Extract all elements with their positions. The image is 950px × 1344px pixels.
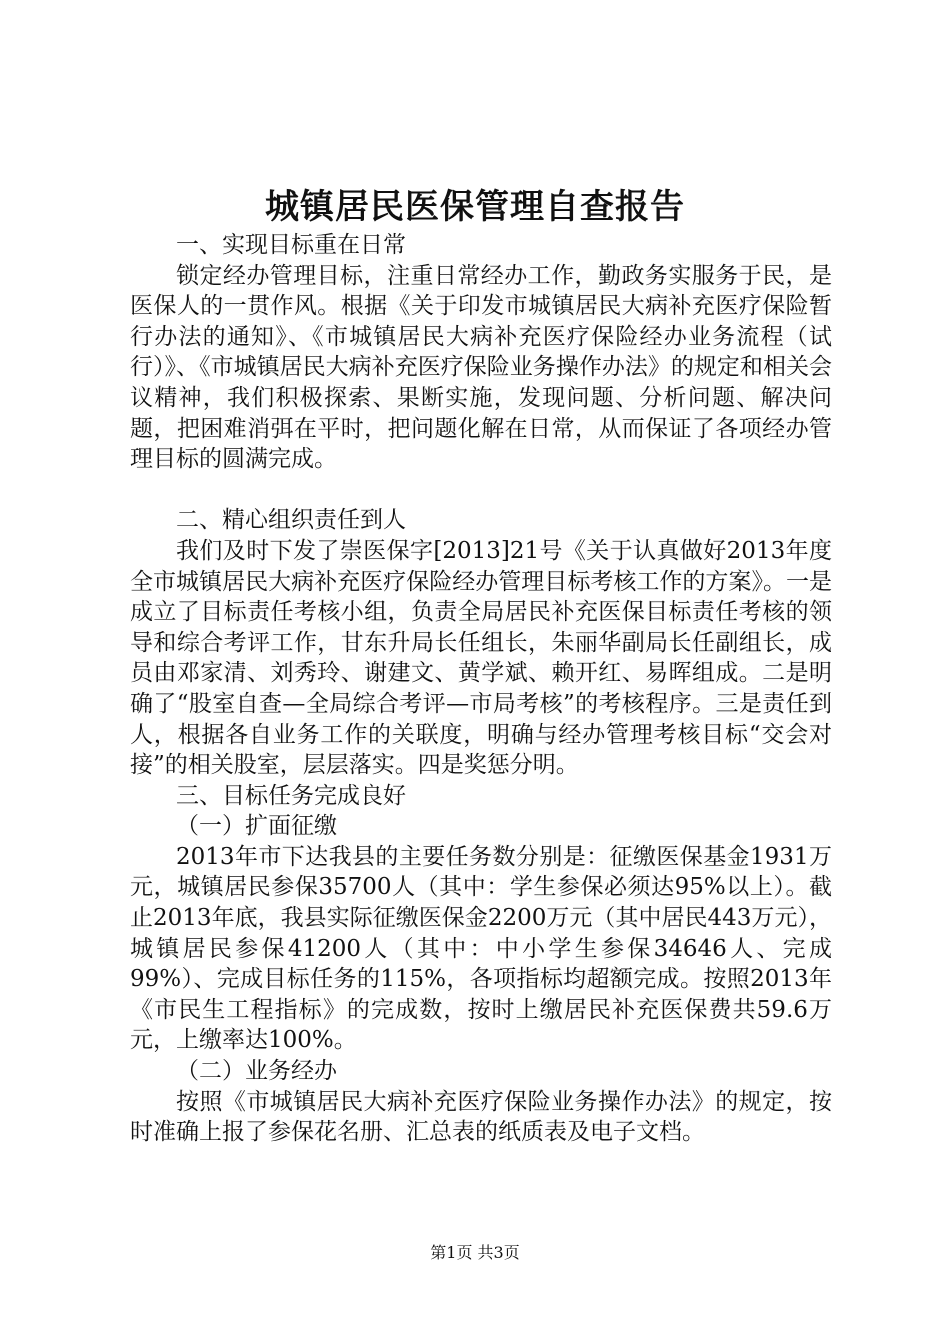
subsection-heading-2: （二）业务经办	[176, 1058, 337, 1085]
body-paragraph: 按照《市城镇居民大病补充医疗保险业务操作办法》的规定，按时准确上报了参保花名册、汇总表的纸质表及电子文档。	[130, 1088, 832, 1146]
body-paragraph: 锁定经办管理目标，注重日常经办工作，勤政务实服务于民，是医保人的一贯作风。根据《关于印发市城镇居民大病补充医疗保险暂行办法的通知》、《市城镇居民大病补充医疗保险经办业务流程（试行）》、《市城镇居民大病补充医疗保险业务操作办法》的规定和相关会议精神，我们积极探索、果断实施，发现问题、分析问题、解决问题，把困难消弭在平时，把问题化解在日常，从而保证了各项经办管理目标的圆满完成。	[130, 262, 832, 473]
section-heading-3: 三、目标任务完成良好	[176, 782, 406, 809]
document-body	[130, 230, 832, 1148]
body-paragraph: 2013年市下达我县的主要任务数分别是：征缴医保基金1931万元，城镇居民参保35700人（其中：学生参保必须达95%以上）。截止2013年底，我县实际征缴医保金2200万元（其中居民443万元），城镇居民参保41200人（其中：中小学生参保34646人、完成99%）、完成目标任务的115%，各项指标均超额完成。按照2013年《市民生工程指标》的完成数，按时上缴居民补充医保费共59.6万元，上缴率达100%。	[130, 843, 832, 1054]
body-paragraph: 我们及时下发了崇医保字[2013]21号《关于认真做好2013年度全市城镇居民大病补充医疗保险经办管理目标考核工作的方案》。一是成立了目标责任考核小组，负责全局居民补充医保目标责任考核的领导和综合考评工作，甘东升局长任组长，朱丽华副局长任副组长，成员由邓家清、刘秀玲、谢建文、黄学斌、赖开红、易晖组成。二是明确了“股室自查—全局综合考评—市局考核”的考核程序。三是责任到人，根据各自业务工作的关联度，明确与经办管理考核目标“交会对接”的相关股室，层层落实。四是奖惩分明。	[130, 537, 832, 779]
page-footer: 第1页 共3页	[430, 1243, 520, 1262]
subsection-heading-1: （一）扩面征缴	[176, 813, 337, 840]
document-title: 城镇居民医保管理自查报告	[265, 187, 685, 227]
section-heading-2: 二、精心组织责任到人	[176, 507, 406, 534]
section-heading-1: 一、实现目标重在日常	[176, 232, 406, 258]
